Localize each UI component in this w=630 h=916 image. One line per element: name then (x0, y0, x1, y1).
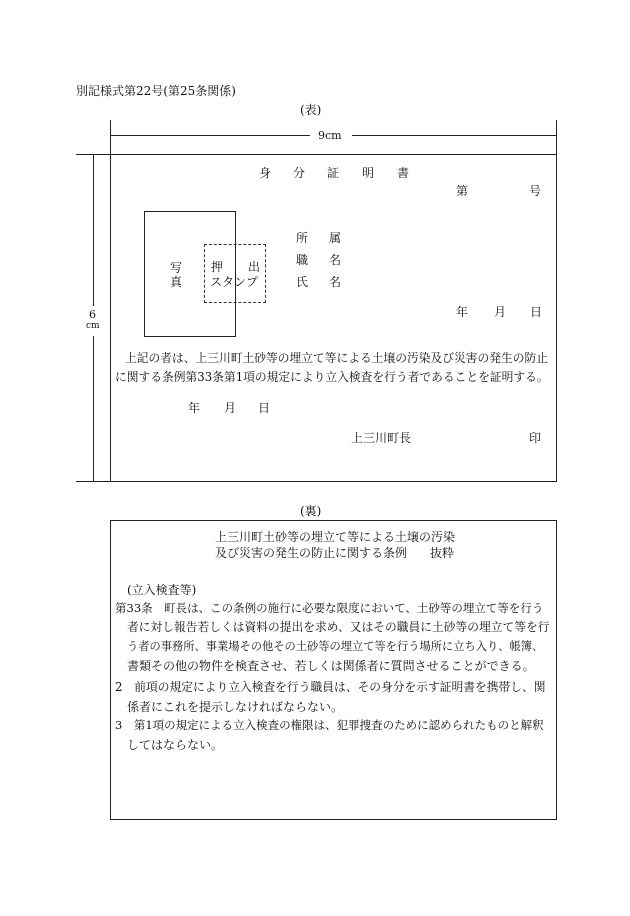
height-dim-unit: cm (86, 321, 100, 331)
stamp-label-line-2: スタンプ (210, 275, 259, 289)
certification-line-1: 上記の者は、上三川町土砂等の埋立て等による土壌の汚染及び災害の発生の防止 (125, 351, 548, 365)
article-line-6: 係者にこれを提示しなければならない。 (127, 700, 344, 714)
cert-date-month: 月 (224, 401, 237, 415)
card-title-char-5: 書 (397, 166, 410, 180)
width-dim-label: 9cm (318, 129, 342, 142)
field-title-char-1: 職 (296, 253, 309, 267)
issuer-name: 上三川町長 (351, 431, 412, 445)
ordinance-title-line-2: 及び災害の発生の防止に関する条例 (215, 546, 408, 560)
height-dim-number: 6 (89, 308, 96, 321)
cert-date-day: 日 (258, 401, 271, 415)
width-dim-right-tick (556, 120, 557, 154)
card-title-char-1: 身 (259, 166, 272, 180)
stamp-label-char-1: 押 (211, 260, 224, 274)
width-dim-left-tick (110, 120, 111, 154)
field-affiliation-char-1: 所 (296, 231, 309, 245)
width-dim-line-right (352, 135, 556, 136)
back-side-label: (裏) (300, 504, 322, 518)
width-dim-line-left (110, 135, 310, 136)
form-number-label: 別記様式第22号(第25条関係) (76, 84, 236, 98)
article-line-4: 書類その他の物件を検査させ、若しくは関係者に質問させることができる。 (127, 659, 535, 673)
article-line-3: う者の事務所、事業場その他その土砂等の埋立て等を行う場所に立ち入り、帳簿、 (127, 640, 544, 653)
height-dim-line-bottom (93, 336, 94, 481)
field-name-char-1: 氏 (296, 275, 309, 289)
ordinance-title-line-1: 上三川町土砂等の埋立て等による土壌の汚染 (215, 530, 456, 544)
article-heading: (立入検査等) (127, 583, 197, 597)
height-dim-line-top (93, 154, 94, 306)
article-line-7: 3 第1項の規定による立入検査の権限は、犯罪捜査のために認められたものと解釈 (115, 718, 544, 732)
photo-label-char-1: 写 (170, 261, 183, 275)
field-affiliation-char-2: 属 (329, 231, 342, 245)
issuer-seal: 印 (529, 431, 542, 445)
issue-date-month: 月 (494, 305, 507, 319)
field-title-char-2: 名 (329, 253, 342, 267)
card-title-char-3: 証 (327, 166, 340, 180)
photo-label-char-2: 真 (170, 275, 183, 289)
article-line-1: 第33条 町長は、この条例の施行に必要な限度において、土砂等の埋立て等を行う (115, 601, 544, 615)
card-title-char-2: 分 (293, 166, 306, 180)
article-line-8: してはならない。 (127, 738, 224, 752)
ordinance-title-extract: 抜粋 (430, 546, 455, 560)
card-number-prefix: 第 (456, 184, 469, 198)
field-name-char-2: 名 (329, 275, 342, 289)
article-line-2: 者に対し報告若しくは資料の提出を求め、又はその職員に土砂等の埋立て等を行 (127, 620, 550, 634)
card-number-suffix: 号 (529, 184, 542, 198)
cert-date-year: 年 (188, 401, 201, 415)
certification-line-2: に関する条例第33条第1項の規定により立入検査を行う者であることを証明する。 (115, 370, 549, 384)
stamp-label-char-2: 出 (248, 260, 261, 274)
article-line-5: 2 前項の規定により立入検査を行う職員は、その身分を示す証明書を携帯し、関 (115, 680, 546, 694)
card-title-char-4: 明 (362, 166, 375, 180)
height-dim-bottom-tick (76, 481, 110, 482)
issue-date-year: 年 (456, 305, 469, 319)
issue-date-day: 日 (530, 305, 543, 319)
front-side-label: (表) (300, 103, 322, 117)
